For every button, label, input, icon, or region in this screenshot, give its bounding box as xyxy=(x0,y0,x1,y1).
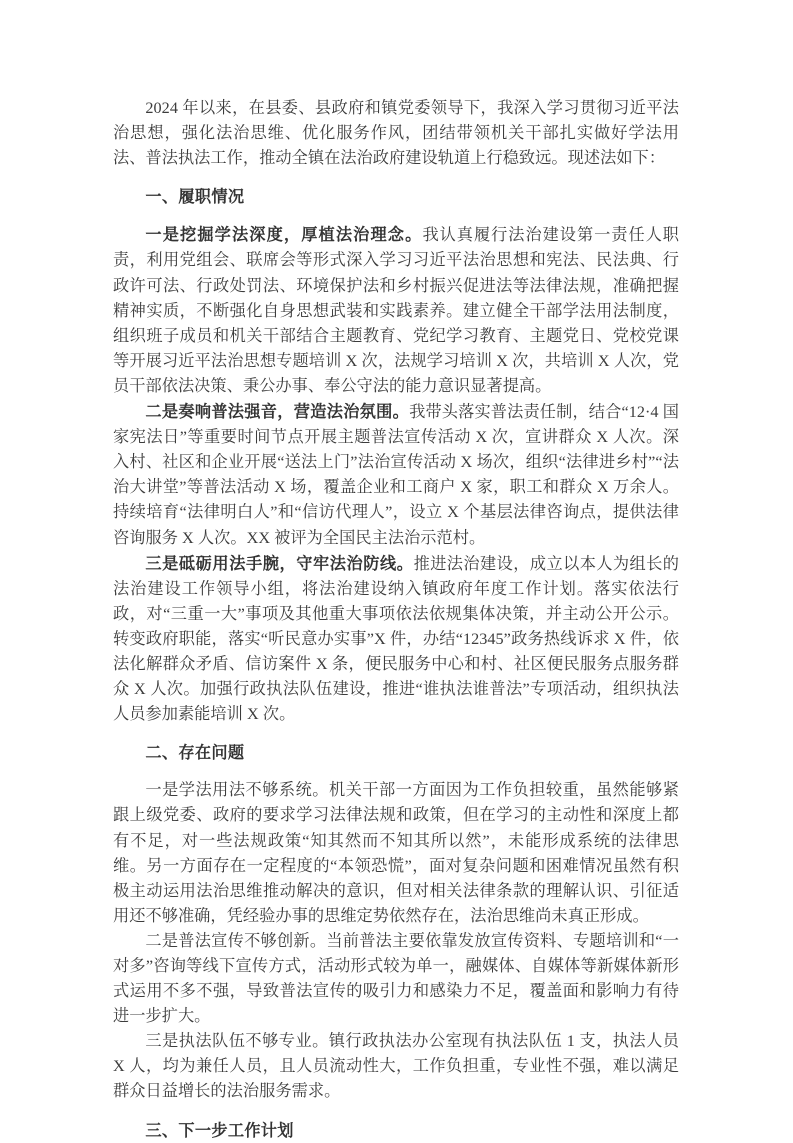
section-one-item-1-body: 我认真履行法治建设第一责任人职责，利用党组会、联席会等形式深入学习习近平法治思想和宪法、民法典、行政许可法、行政处罚法、环境保护法和乡村振兴促进法等法律法规，准确把握精神实质，不断强化自身思想武装和实践素养。建立健全干部学法用法制度，组织班子成员和机关干部结合主题教育、党纪学习教育、主题党日、党校党课等开展习近平法治思想专题培训 X 次，法规学习培训 X 次，共培训 X 人次，党员干部依法决策、秉公办事、奉公守法的能力意识显著提高。 xyxy=(113,226,680,395)
section-one-item-1-lead: 一是挖掘学法深度，厚植法治理念。 xyxy=(145,225,423,245)
section-one-item-2-body: 我带头落实普法责任制，结合“12·4 国家宪法日”等重要时间节点开展主题普法宣传活动 X 次，宣讲群众 X 人次。深入村、社区和企业开展“送法上门”法治宣传活动 X 场次，组织“法律进乡村”“法治大讲堂”等普法活动 X 场，覆盖企业和工商户 X 家，职工和群众 X 万余人。持续培育“法律明白人”和“信访代理人”，设立 X 个基层法律咨询点，提供法律咨询服务 X 人次。XX 被评为全国民主法治示范村。 xyxy=(113,403,679,547)
section-one-item-3-lead: 三是砥砺用法手腕，守牢法治防线。 xyxy=(145,553,414,573)
section-two-paragraph-3: 三是执法队伍不够专业。镇行政执法办公室现有执法队伍 1 支，执法人员 X 人，均为兼任人员，且人员流动性大，工作负担重，专业性不强，难以满足群众日益增长的法治服务需求。 xyxy=(113,1032,679,1101)
section-one-item-2-lead: 二是奏响普法强音，营造法治氛围。 xyxy=(145,402,410,422)
section-two-paragraph-2: 二是普法宣传不够创新。当前普法主要依靠发放宣传资料、专题培训和“一对多”咨询等线下宣传方式，活动形式较为单一，融媒体、自媒体等新媒体新形式运用不多不强，导致普法宣传的吸引力和感染力不足，覆盖面和影响力有待进一步扩大。 xyxy=(113,931,679,1026)
section-heading-three: 三、下一步工作计划 xyxy=(145,1120,294,1140)
section-two-paragraph-1: 一是学法用法不够系统。机关干部一方面因为工作负担较重，虽然能够紧跟上级党委、政府的要求学习法律法规和政策，但在学习的主动性和深度上都有不足，对一些法规政策“知其然而不知其所以然”，未能形成系统的法律思维。另一方面存在一定程度的“本领恐慌”，面对复杂问题和困难情况虽然有积极主动运用法治思维推动解决的意识，但对相关法律条款的理解认识、引征适用还不够准确，凭经验办事的思维定势依然存在，法治思维尚未真正形成。 xyxy=(113,781,679,925)
intro-paragraph: 2024 年以来，在县委、县政府和镇党委领导下，我深入学习贯彻习近平法治思想，强化法治思维、优化服务作风，团结带领机关干部扎实做好学法用法、普法执法工作，推动全镇在法治政府建设轨道上行稳致远。现述法如下： xyxy=(113,99,679,168)
section-heading-two: 二、存在问题 xyxy=(145,743,245,763)
section-one-item-3 xyxy=(113,551,679,728)
document-body xyxy=(113,96,679,1143)
section-heading-one: 一、履职情况 xyxy=(145,187,245,207)
section-one-item-2 xyxy=(113,399,679,551)
section-one-item-3-body: 推进法治建设，成立以本人为组长的法治建设工作领导小组，将法治建设纳入镇政府年度工作计划。落实依法行政，对“三重一大”事项及其他重大事项依法依规集体决策，并主动公开公示。转变政府职能，落实“听民意办实事”X 件，办结“12345”政务热线诉求 X 件，依法化解群众矛盾、信访案件 X 条，便民服务中心和村、社区便民服务点服务群众 X 人次。加强行政执法队伍建设，推进“谁执法谁普法”专项活动，组织执法人员参加素能培训 X 次。 xyxy=(113,554,679,724)
section-one-item-1 xyxy=(113,222,679,399)
